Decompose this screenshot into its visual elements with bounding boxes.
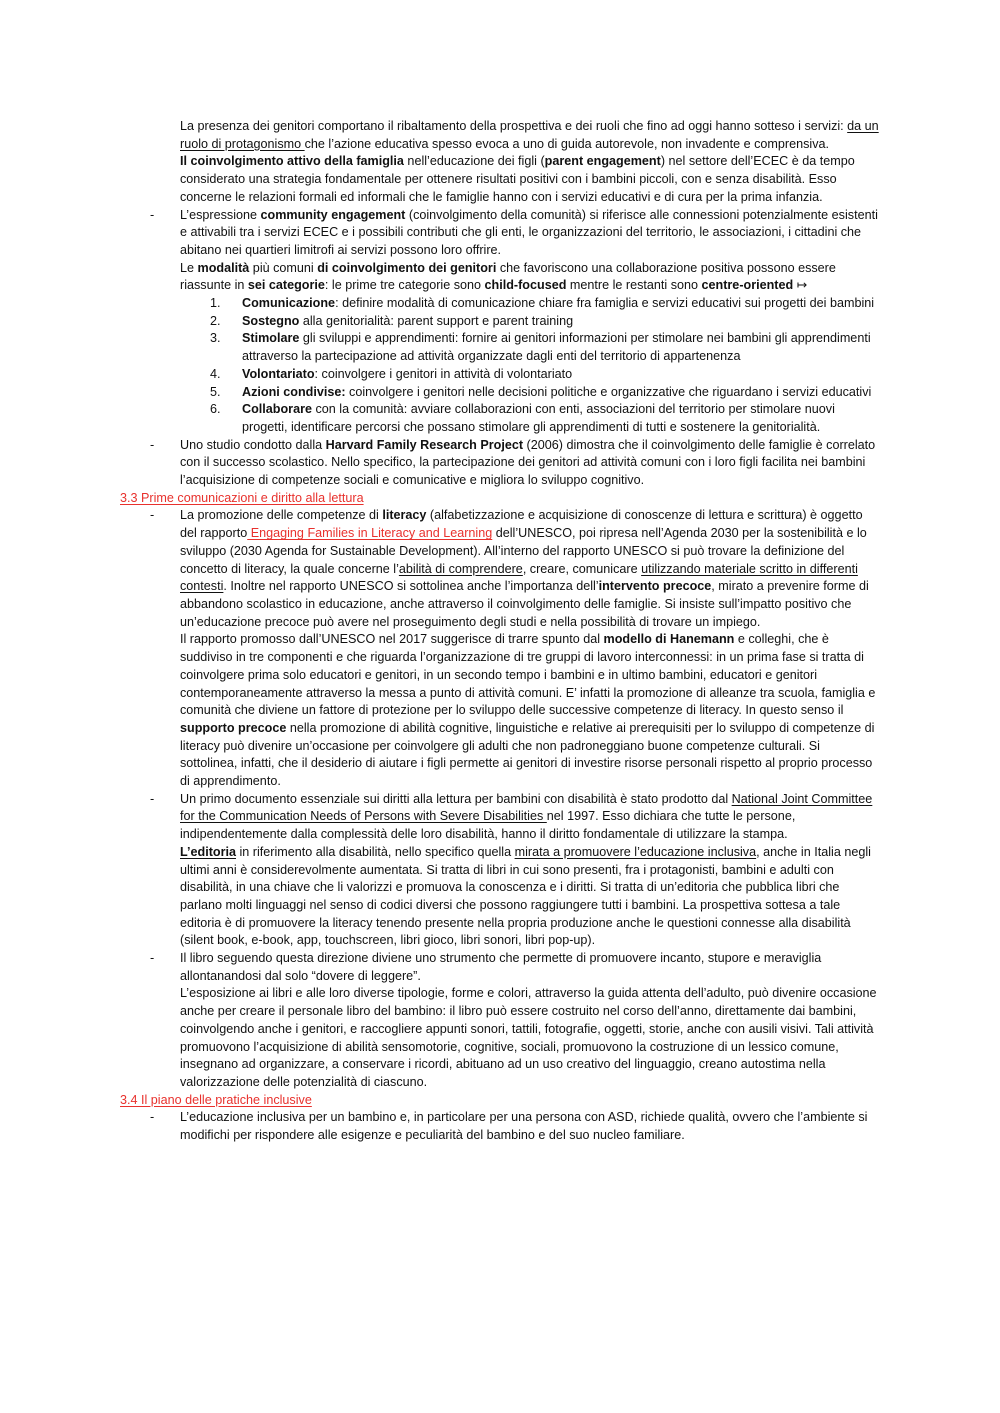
- paragraph-parents-role: La presenza dei genitori comportano il ribaltamento della prospettiva e dei ruoli che fino ad oggi hanno sotteso i servizi: da un ruolo di protagonismo che l’azione educativa spesso evoca a uno di guida autorevole, non invadente e comprensiva.: [180, 119, 879, 151]
- section-heading-3-3[interactable]: 3.3 Prime comunicazioni e diritto alla lettura: [120, 490, 364, 505]
- dash-bullet: -: [150, 791, 155, 806]
- unesco-report-link[interactable]: Engaging Families in Literacy and Learning: [247, 526, 493, 541]
- numbered-item: 4. Volontariato: coinvolgere i genitori in attività di volontariato: [210, 366, 573, 381]
- list-item-reading-rights: - Un primo documento essenziale sui diritti alla lettura per bambini con disabilità è stato prodotto dal National Joint Committee for the Communication Needs of Persons with Severe Disabilities nel 1997. Esso dichiara che tutte le persone, indipendentemente dalla complessità delle loro disabilità, hanno il diritto fondamentale di utilizzare la stampa.: [150, 791, 873, 842]
- dash-bullet: -: [150, 437, 155, 452]
- numbered-list: [210, 295, 882, 437]
- numbered-item: 6. Collaborare con la comunità: avviare collaborazioni con enti, associazioni del territorio per stimolare nuovi progetti, identificare percorsi che possano stimolare gli apprendimenti di tutti e sostenere la genitorialità.: [210, 402, 835, 434]
- paragraph-book-exposure: L’esposizione ai libri e alle loro diverse tipologie, forme e colori, attraverso la guida attenta dell’adulto, può divenire occasione anche per creare il personale libro del bambino: il libro può essere costruito nel corso dell’anno, direttamente dai bambini, coinvolgendo anche i genitori, e raccogliere appunti sonori, tattili, fotografie, oggetti, storie, anche con ausili visivi. Tali attività promuovono l’acquisizione di abilità sensomotorie, cognitive, sociali, promuovono la costruzione di un lessico comune, insegnano ad organizzare, a conservare i ricordi, abituano ad un uso creativo del linguaggio, creano autostima nella valorizzazione delle potenzialità di ciascuno.: [180, 986, 877, 1089]
- paragraph-six-categories: Le modalità più comuni di coinvolgimento dei genitori che favoriscono una collaborazione positiva possono essere riassunte in sei categorie: le prime tre categorie sono child-focused mentre le restanti sono centre-oriented ↦: [180, 260, 836, 293]
- numbered-item: 5. Azioni condivise: coinvolgere i genitori nelle decisioni politiche e organizzative che riguardano i servizi educativi: [210, 384, 872, 399]
- list-item-inclusive-education: - L’educazione inclusiva per un bambino e, in particolare per una persona con ASD, richiede qualità, ovvero che l’ambiente si modifichi per rispondere alle esigenze e peculiarità del bambino e del suo nucleo familiare.: [150, 1110, 868, 1143]
- list-item-book-direction: - Il libro seguendo questa direzione diviene uno strumento che permette di promuovere incanto, stupore e meraviglia allontanandosi dal solo “dovere di leggere”.: [150, 951, 822, 983]
- paragraph-parent-engagement: Il coinvolgimento attivo della famiglia nell’educazione dei figli (parent engagement) nel settore dell’ECEC è da tempo considerato una strategia fondamentale per ottenere risultati positivi con i bambini piccoli, con e senza disabilità. Esso concerne le relazioni formali ed informali che le famiglie hanno con i servizi educativi e di cura per la prima infanzia.: [180, 154, 855, 204]
- list-item-community-engagement: - L’espressione community engagement (coinvolgimento della comunità) si riferisce alle connessioni potenzialmente esistenti e attivabili tra i servizi ECEC e i possibili contributi che gli enti, le organizzazioni del territorio, le associazioni, i cittadini che abitano nei quartieri limitrofi ai servizi possono loro offrire.: [150, 207, 878, 257]
- dash-bullet: -: [150, 207, 155, 222]
- numbered-item: 3. Stimolare gli sviluppi e apprendimenti: fornire ai genitori informazioni per stimolare nei bambini gli apprendimenti attraverso la partecipazione ad attività organizzate dagli enti del territorio di appartenenza: [210, 331, 871, 364]
- numbered-item: 1. Comunicazione: definire modalità di comunicazione chiare fra famiglia e servizi educativi sui progetti dei bambini: [210, 296, 875, 311]
- document-page: [0, 118, 1000, 1145]
- numbered-item: 2. Sostegno alla genitorialità: parent support e parent training: [210, 313, 574, 328]
- dash-bullet: -: [150, 508, 155, 523]
- dash-bullet: -: [150, 951, 155, 966]
- list-item-literacy: - La promozione delle competenze di literacy (alfabetizzazione e acquisizione di conoscenze di lettura e scrittura) è oggetto del rapporto Engaging Families in Literacy and Learning dell’UNESCO, poi ripresa nell’Agenda 2030 per la sostenibilità e lo sviluppo (2030 Agenda for Sustainable Development). All’interno del rapporto UNESCO si può trovare la definizione del concetto di literacy, la quale concerne l’abilità di comprendere, creare, comunicare utilizzando materiale scritto in differenti contesti. Inoltre nel rapporto UNESCO si sottolinea anche l’importanza dell’intervento precoce, mirato a prevenire forme di abbandono scolastico in educazione, anche attraverso il coinvolgimento delle famiglie. Si insiste sull’impatto positivo che un’educazione precoce può avere nel proseguimento degli studi e nella possibilità di trovare un impiego.: [150, 508, 869, 629]
- paragraph-editoria: L’editoria in riferimento alla disabilità, nello specifico quella mirata a promuovere l’educazione inclusiva, anche in Italia negli ultimi anni è considerevolmente aumentata. Si tratta di libri in cui sono presenti, fra i protagonisti, bambini e adulti con disabilità, in una chiave che li valorizzi e promuova la conoscenza e i diritti. Si tratta di un’editoria che pubblica libri che parlano molti linguaggi nel senso di codici diversi che possono raggiungere tutti i bambini. La prospettiva sottesa a tale editoria è di promuovere la literacy tenendo presente nella propria produzione anche le questioni connesse alla disabilità (silent book, e-book, app, touchscreen, libri gioco, libri sonori, libri pop-up).: [180, 844, 871, 948]
- dash-bullet: -: [150, 1110, 155, 1125]
- paragraph-hanemann-model: Il rapporto promosso dall’UNESCO nel 2017 suggerisce di trarre spunto dal modello di Hanemann e colleghi, che è suddiviso in tre componenti e che riguarda l’organizzazione di tre gruppi di lavoro interconnessi: in un prima fase si tratta di coinvolgere prima solo educatori e genitori, in un secondo tempo i bambini e in ultimo bambini, educatori e genitori contemporaneamente attraverso la messa a punto di attività comuni. E’ infatti la promozione di alleanze tra scuola, famiglia e comunità che diviene un fattore di protezione per lo sviluppo delle successive competenze di literacy. In questo senso il supporto precoce nella promozione di abilità cognitive, linguistiche e relative ai prerequisiti per lo sviluppo di competenze di literacy può divenire un’occasione per coinvolgere gli adulti che non padroneggiano buone competenze culturali. Si sottolinea, infatti, che il desiderio di aiutare i figli permette ai genitori di investire risorse personali rispetto al proprio processo di apprendimento.: [180, 632, 876, 789]
- list-item-harvard-study: - Uno studio condotto dalla Harvard Family Research Project (2006) dimostra che il coinvolgimento delle famiglie è correlato con il successo scolastico. Nello specifico, la partecipazione dei genitori ad attività comuni con i loro figli facilita nei bambini l’acquisizione di competenze sociali e comunicative e migliora lo sviluppo cognitivo.: [150, 437, 876, 488]
- section-heading-3-4[interactable]: 3.4 Il piano delle pratiche inclusive: [120, 1092, 312, 1107]
